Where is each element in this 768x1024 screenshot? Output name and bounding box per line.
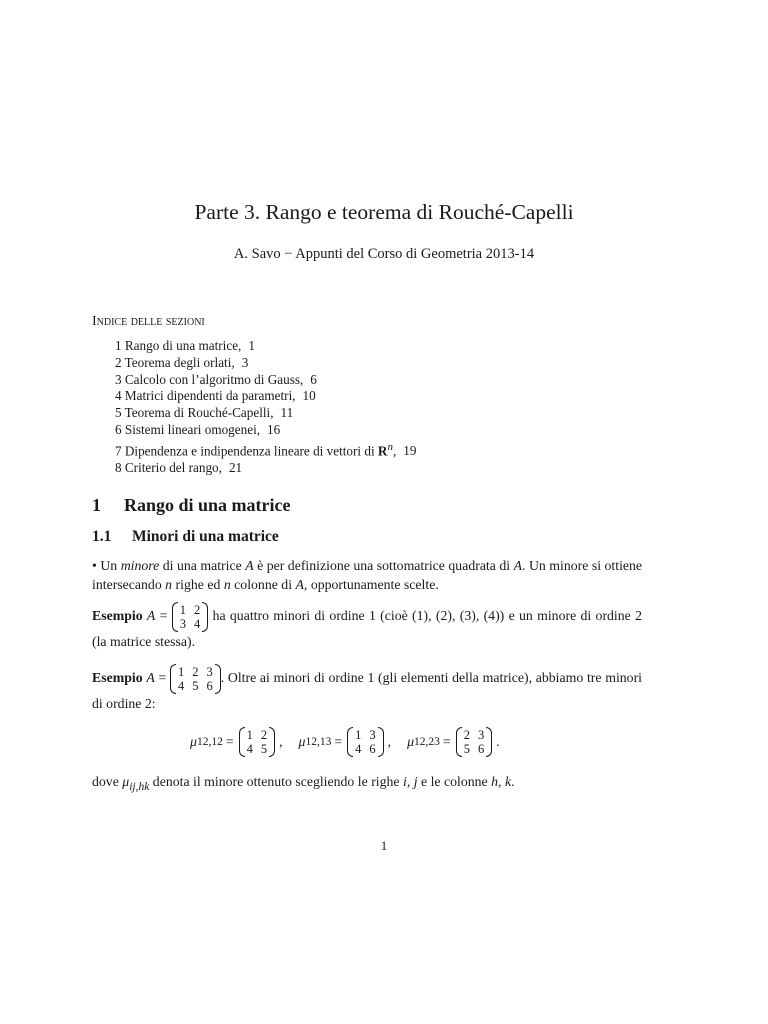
example-label: Esempio bbox=[92, 608, 143, 624]
toc-item[interactable]: 1 Rango di una matrice, 1 bbox=[115, 338, 255, 353]
right-paren bbox=[269, 727, 275, 757]
toc-page-number: 3 bbox=[241, 354, 249, 370]
toc-heading: Indice delle sezioni bbox=[92, 314, 205, 329]
matrix-entry: 3 bbox=[179, 617, 186, 631]
table-of-contents bbox=[115, 338, 416, 477]
matrix-entry: 5 bbox=[192, 679, 199, 693]
section-number: 1 bbox=[92, 495, 101, 515]
toc-page-number: 16 bbox=[267, 421, 281, 437]
matrix-entry: 2 bbox=[260, 728, 268, 742]
matrix-entry: 1 bbox=[177, 665, 185, 679]
toc-item[interactable]: 4 Matrici dipendenti da parametri, 10 bbox=[115, 388, 316, 404]
matrix-entry: 5 bbox=[260, 742, 268, 756]
toc-page-number: 21 bbox=[228, 459, 243, 475]
minor-subscript: 12,13 bbox=[305, 736, 332, 748]
page-number: 1 bbox=[380, 838, 388, 853]
right-paren bbox=[215, 664, 221, 694]
document-title: Parte 3. Rango e teorema di Rouché-Capelli bbox=[194, 200, 574, 224]
matrix-entry: 6 bbox=[477, 742, 485, 756]
right-paren bbox=[202, 602, 208, 632]
authors-line: A. Savo − Appunti del Corso di Geometria 2013-14 bbox=[233, 246, 535, 262]
right-paren bbox=[378, 727, 384, 757]
toc-item[interactable]: 7 Dipendenza e indipendenza lineare di vettori di $R^n$, 19 bbox=[115, 440, 417, 459]
minor-subscript: 12,23 bbox=[414, 736, 440, 748]
example-label: Esempio bbox=[92, 670, 143, 686]
toc-item[interactable]: 8 Criterio del rango, 21 bbox=[115, 459, 243, 475]
matrix-entry: 3 bbox=[369, 728, 376, 742]
right-paren bbox=[486, 727, 492, 757]
matrix-entry: 4 bbox=[355, 742, 362, 756]
matrix-entry: 1 bbox=[246, 728, 253, 742]
matrix-entry: 3 bbox=[477, 728, 485, 742]
toc-item[interactable]: 2 Teorema degli orlati, 3 bbox=[115, 354, 249, 370]
minors-display-equation bbox=[190, 727, 500, 757]
minor-equation: μ 12,23 = 2 3 5 6 . bbox=[407, 728, 500, 756]
bullet: • bbox=[92, 558, 97, 573]
minor-equation: μ 12,12 = 1 2 4 5 , bbox=[190, 728, 283, 756]
matrix-entry: 3 bbox=[206, 665, 213, 679]
toc-page-number: 19 bbox=[403, 443, 417, 459]
subsection-heading bbox=[92, 528, 279, 546]
toc-item[interactable]: 5 Teorema di Rouché-Capelli, 11 bbox=[115, 405, 294, 421]
subsection-title: Minori di una matrice bbox=[132, 528, 279, 545]
toc-item[interactable]: 3 Calcolo con l’algoritmo di Gauss, 6 bbox=[115, 371, 317, 387]
matrix-entry: 4 bbox=[177, 679, 185, 693]
toc-item[interactable]: 6 Sistemi lineari omogenei, 16 bbox=[115, 421, 281, 437]
minor-matrix bbox=[347, 727, 384, 757]
matrix-entry: 4 bbox=[194, 617, 201, 631]
matrix-2x2 bbox=[172, 602, 209, 632]
matrix-entry: 1 bbox=[179, 603, 186, 617]
dimension-exponent: n bbox=[387, 440, 393, 453]
matrix-entry: 2 bbox=[194, 603, 201, 617]
section-title: Rango di una matrice bbox=[124, 495, 291, 515]
definition-paragraph: • Un minore di una matrice A è per definizione una sottomatrice quadrata di A. Un minore si ottiene intersecando n righe ed n colonne di A, opportunamente scelte. bbox=[92, 558, 643, 592]
subsection-number: 1.1 bbox=[92, 528, 112, 545]
toc-page-number: 10 bbox=[302, 388, 316, 404]
matrix-entry: 6 bbox=[206, 679, 213, 693]
minor-equation: μ 12,13 = 1 3 4 6 , bbox=[298, 728, 392, 756]
minor-matrix bbox=[239, 727, 276, 757]
real-numbers-symbol: R bbox=[377, 443, 388, 459]
matrix-entry: 2 bbox=[463, 728, 470, 742]
term-minore: minore bbox=[120, 558, 160, 573]
toc-page-number: 6 bbox=[310, 371, 317, 387]
matrix-entry: 5 bbox=[463, 742, 470, 756]
notation-paragraph: dove $\mu_{ij,hk}$ denota il minore ottenuto scegliendo le righe i, j e le colonne h, k. bbox=[92, 774, 515, 793]
toc-page-number: 11 bbox=[280, 405, 294, 421]
matrix-entry: 4 bbox=[246, 742, 253, 756]
minor-subscript: 12,12 bbox=[196, 736, 223, 748]
matrix-entry: 1 bbox=[355, 728, 362, 742]
example-paragraph: Esempio A = 1 2 3 4 5 6 . Oltre ai minori di ordine 1 (gli elementi della matrice), abbiamo tre minori di ordine 2: bbox=[92, 665, 643, 711]
matrix-2x3 bbox=[170, 664, 221, 694]
matrix-entry: 6 bbox=[369, 742, 376, 756]
toc-page-number: 1 bbox=[248, 338, 255, 353]
matrix-entry: 2 bbox=[192, 665, 199, 679]
minor-matrix bbox=[456, 727, 493, 757]
example-paragraph: Esempio A = 1 2 3 4 ha quattro minori di ordine 1 (cioè (1), (2), (3), (4)) e un minore di ordine 2 (la matrice stessa). bbox=[92, 603, 642, 649]
section-heading bbox=[92, 495, 291, 516]
